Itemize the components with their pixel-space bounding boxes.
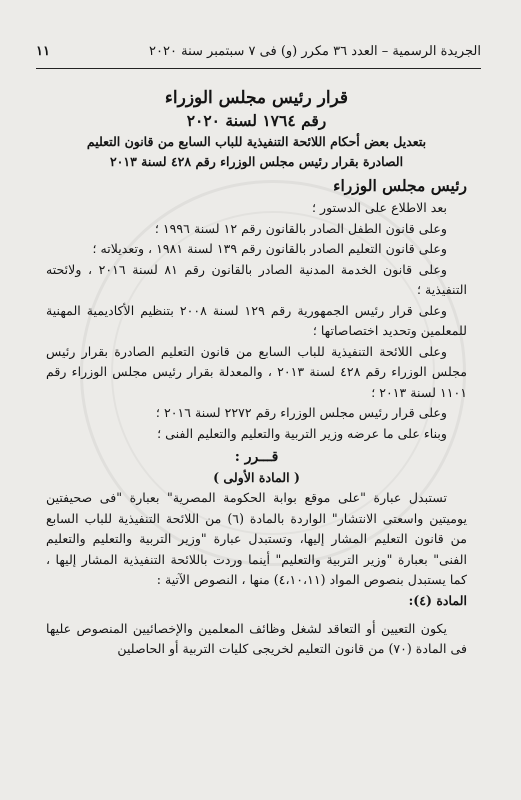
page-number: ١١ [36,44,50,59]
article-1-heading: ( المادة الأولى ) [213,470,300,485]
preamble-item: وعلى قانون التعليم الصادر بالقانون رقم ١٣٩ لسنة ١٩٨١ ، وتعديلاته ؛ [92,241,447,256]
article-1-text: تستبدل عبارة "على موقع بوابة الحكومة المصرية" بعبارة "فى صحيفتين يوميتين واسعتى الانتشار" الواردة بالمادة (٦) من اللائحة التنفيذية للباب السابع من قانون التعليم المشار إليها، وتستبدل عبارة "وزير التربية والتعليم والتعليم الفنى" بعبارة "وزير التربية والتعليم" أينما وردت باللائحة التنفيذية المشار إليها ، كما يستبدل بنصوص المواد (٤،١٠،١١) منها ، النصوص الآتية : [46,490,468,587]
decree-number: رقم ١٧٦٤ لسنة ٢٠٢٠ [186,111,327,130]
decree-subject-line-2: الصادرة بقرار رئيس مجلس الوزراء رقم ٤٢٨ لسنة ٢٠١٣ [109,154,404,169]
decree-title: قرار رئيس مجلس الوزراء [164,88,349,108]
preamble-item: وعلى قانون الطفل الصادر بالقانون رقم ١٢ لسنة ١٩٩٦ ؛ [154,220,447,236]
page-header [36,44,481,66]
preamble-item: بعد الاطلاع على الدستور ؛ [311,200,447,215]
issuer-heading: رئيس مجلس الوزراء [333,176,467,195]
decree-subject-line-1: بتعديل بعض أحكام اللائحة التنفيذية للباب السابع من قانون التعليم [86,134,427,149]
header-rule [36,68,481,69]
preamble-item: وعلى قانون الخدمة المدنية الصادر بالقانون رقم ٨١ لسنة ٢٠١٦ ، ولائحته التنفيذية ؛ [46,261,467,297]
decided-heading: قـــرر : [234,449,279,465]
gazette-issue-line: الجريدة الرسمية – العدد ٣٦ مكرر (و) فى ٧ سبتمبر سنة ٢٠٢٠ [149,44,481,59]
preamble-item: وعلى قرار رئيس مجلس الوزراء رقم ٢٢٧٢ لسنة ٢٠١٦ ؛ [155,405,447,420]
article-4-text: يكون التعيين أو التعاقد لشغل وظائف المعلمين والإخصائيين المنصوص عليها فى المادة (٧٠) من قانون التعليم لخريجى كليات التربية أو الحاصلين [46,620,467,656]
document-body [46,86,467,660]
preamble-item: وبناء على ما عرضه وزير التربية والتعليم والتعليم الفنى ؛ [157,425,447,441]
preamble-item: وعلى قرار رئيس الجمهورية رقم ١٢٩ لسنة ٢٠٠٨ بتنظيم الأكاديمية المهنية للمعلمين وتحديد اختصاصاتها ؛ [46,302,467,338]
article-4-heading: المادة (٤): [408,592,467,608]
preamble-item: وعلى اللائحة التنفيذية للباب السابع من قانون التعليم الصادرة بقرار رئيس مجلس الوزراء رقم ٤٢٨ لسنة ٢٠١٣ ، والمعدلة بقرار رئيس مجلس الوزراء رقم ١١٠١ لسنة ٢٠١٣ ؛ [46,343,467,400]
